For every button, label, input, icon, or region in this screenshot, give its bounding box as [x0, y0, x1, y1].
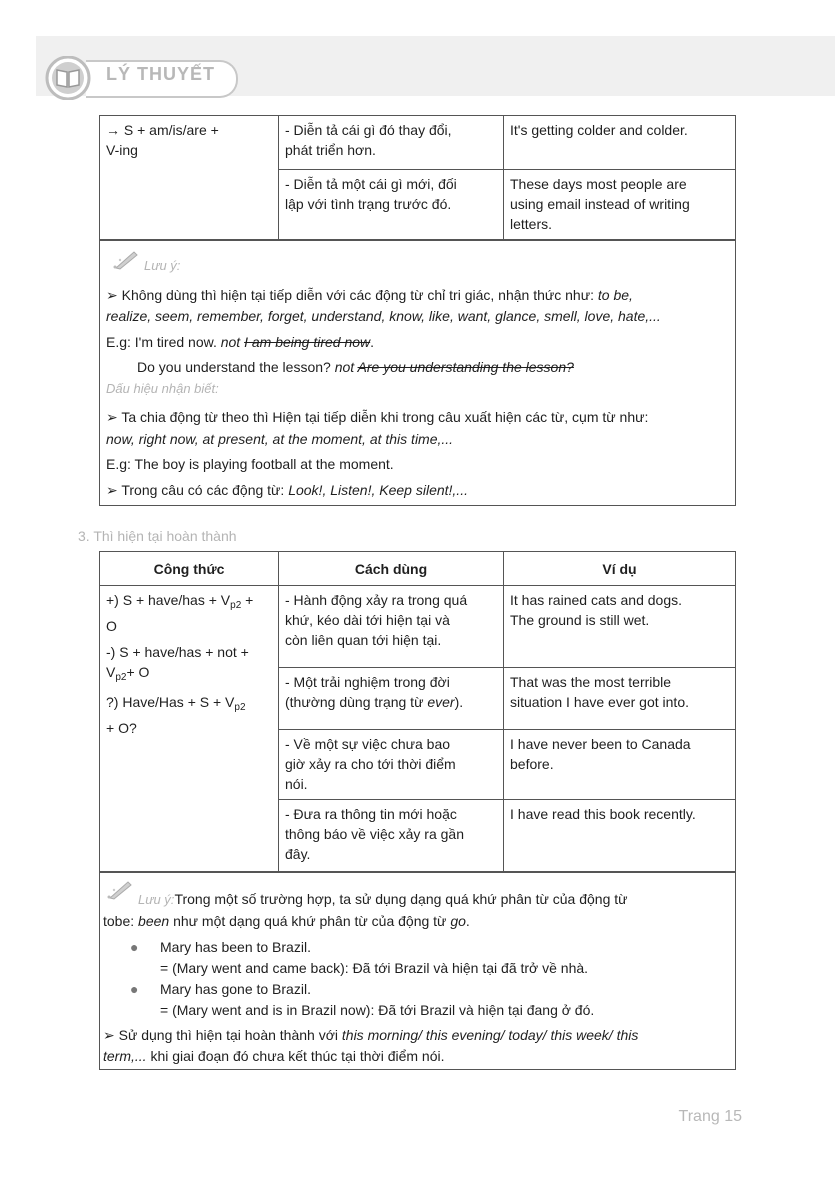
usage-line: còn liên quan tới hiện tại.: [285, 632, 442, 648]
usage-cell: [279, 170, 504, 240]
usage-line: thông báo về việc xảy ra gần: [285, 826, 465, 842]
column-header: Ví dụ: [504, 552, 736, 586]
example-line: I have read this book recently.: [510, 806, 696, 822]
example-line: using email instead of writing: [510, 196, 690, 212]
formula-line: -) S + have/has + not +: [106, 644, 249, 660]
note-line: ➢ Sử dụng thì hiện tại hoàn thành với this morning/ this evening/ today/ this week/ this: [103, 1027, 639, 1043]
example-cell: [504, 170, 736, 240]
note-line: ➢ Trong câu có các động từ: Look!, Listen!, Keep silent!,...: [106, 482, 468, 498]
bullet-line: = (Mary went and came back): Đã tới Brazil và hiện tại đã trở về nhà.: [160, 960, 589, 976]
usage-line: - Về một sự việc chưa bao: [285, 736, 451, 752]
usage-cell: [279, 730, 504, 800]
formula-line: + O?: [106, 720, 137, 736]
column-header: Cách dùng: [279, 552, 504, 586]
note-line: ➢ Ta chia động từ theo thì Hiện tại tiếp diễn khi trong câu xuất hiện các từ, cụm từ như:: [106, 409, 649, 425]
example-cell: [504, 586, 736, 668]
example-line: I have never been to Canada: [510, 736, 691, 752]
formula-line: V-ing: [106, 142, 138, 158]
usage-cell: [279, 586, 504, 668]
example-cell: [504, 730, 736, 800]
example-line: E.g: The boy is playing football at the moment.: [106, 456, 394, 472]
example-line: It has rained cats and dogs.: [510, 592, 682, 608]
usage-line: (thường dùng trạng từ ever).: [285, 694, 464, 710]
example-cell: [504, 800, 736, 872]
book-icon: [44, 56, 104, 100]
example-line: It's getting colder and colder.: [510, 122, 688, 138]
bullet-icon: ●: [130, 939, 139, 955]
example-line: situation I have ever got into.: [510, 694, 689, 710]
usage-cell: [279, 800, 504, 872]
usage-line: đây.: [285, 846, 311, 862]
note-title: Lưu ý:: [144, 258, 181, 273]
bullet-line: Mary has been to Brazil.: [160, 939, 311, 955]
usage-line: - Đưa ra thông tin mới hoặc: [285, 806, 457, 822]
example-line: These days most people are: [510, 176, 687, 192]
usage-cell: [279, 116, 504, 170]
present-perfect-table: [99, 551, 736, 872]
formula-line: +) S + have/has + $V_{p2}$ +: [106, 592, 254, 611]
usage-line: phát triển hơn.: [285, 142, 376, 158]
note-line: ➢ Không dùng thì hiện tại tiếp diễn với các động từ chỉ tri giác, nhận thức như: to be,: [106, 287, 633, 303]
formula-line: → S + am/is/are +: [106, 122, 219, 138]
example-line: That was the most terrible: [510, 674, 672, 690]
example-line: letters.: [510, 216, 553, 232]
formula-cell: [100, 586, 279, 872]
usage-cell: [279, 668, 504, 730]
bullet-line: Mary has gone to Brazil.: [160, 981, 311, 997]
bullet-line: = (Mary went and is in Brazil now): Đã tới Brazil và hiện tại đang ở đó.: [160, 1002, 595, 1018]
example-line: Do you understand the lesson? not Are you understanding the lesson?: [137, 359, 574, 375]
column-header: Công thức: [100, 552, 279, 586]
signs-title: Dấu hiệu nhận biết:: [106, 381, 219, 396]
page-number: Trang 15: [678, 1108, 742, 1125]
example-cell: [504, 668, 736, 730]
bullet-icon: ●: [130, 981, 139, 997]
formula-line: ?) Have/Has + $S + V_{p2}$: [106, 694, 246, 713]
formula-cell: [100, 116, 279, 240]
usage-line: - Diễn tả một cái gì mới, đối: [285, 176, 457, 192]
example-line: E.g: I'm tired now. not I am being tired now.: [106, 334, 375, 350]
example-line: before.: [510, 756, 554, 772]
pencil-icon: [112, 248, 140, 270]
header-label: LÝ THUYẾT: [106, 64, 216, 84]
example-line: The ground is still wet.: [510, 612, 650, 628]
formula-line: O: [106, 618, 117, 634]
note-line: now, right now, at present, at the moment, at this time,...: [106, 431, 454, 447]
usage-line: khứ, kéo dài tới hiện tại và: [285, 612, 450, 628]
usage-line: - Một trải nghiệm trong đời: [285, 674, 450, 690]
note-line: realize, seem, remember, forget, understand, know, like, want, glance, smell, love, hate,...: [106, 308, 661, 324]
section-title: 3. Thì hiện tại hoàn thành: [78, 528, 237, 544]
note-line: Lưu ý:Trong một số trường hợp, ta sử dụng dạng quá khứ phân từ của động từ: [138, 891, 628, 907]
usage-line: - Diễn tả cái gì đó thay đổi,: [285, 122, 452, 138]
example-cell: [504, 116, 736, 170]
pencil-icon: [106, 878, 134, 900]
usage-line: giờ xảy ra cho tới thời điểm: [285, 756, 456, 772]
note-line: term,... khi giai đoạn đó chưa kết thúc tại thời điểm nói.: [103, 1048, 445, 1064]
usage-line: nói.: [285, 776, 308, 792]
present-continuous-table: [99, 115, 736, 240]
usage-line: lập với tình trạng trước đó.: [285, 196, 452, 212]
formula-line: $V_{p2}+ O$: [106, 664, 150, 683]
usage-line: - Hành động xảy ra trong quá: [285, 592, 468, 608]
note-line: tobe: been như một dạng quá khứ phân từ của động từ go.: [103, 913, 470, 929]
